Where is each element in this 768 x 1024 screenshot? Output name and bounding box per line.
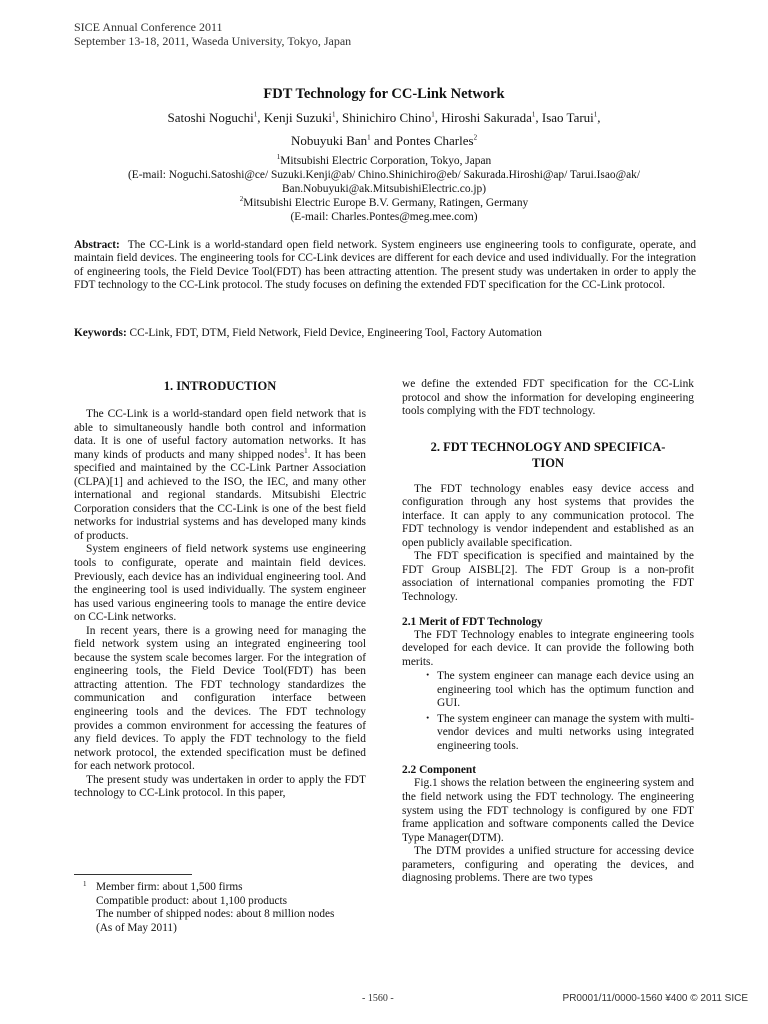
page-number: - 1560 - xyxy=(362,993,394,1004)
paper-title: FDT Technology for CC-Link Network xyxy=(263,86,505,102)
paragraph: The present study was undertaken in order to apply the FDT technology to CC-Link protocol. In this paper, xyxy=(74,773,366,800)
author-sep: , xyxy=(257,110,264,125)
paragraph-text: . It has been specified and maintained by the CC-Link Partner Association (CLPA)[1] and achieved to the ISO, the IEC, and many other international and regional standards. Mitsubishi Electric Corporation considers that the CC-Link is one of the best field networks for industrial systems and has developed many kinds of products. xyxy=(74,448,366,542)
author-sep: and xyxy=(370,133,396,148)
author-line-2 xyxy=(60,129,708,152)
paragraph-continued: we define the extended FDT specification for the CC-Link protocol and show the information for developing engineering tools complying with the FDT technology. xyxy=(402,378,694,418)
author-name: Nobuyuki Ban xyxy=(290,133,368,148)
author-affil-sup: 1 xyxy=(531,110,536,119)
author-name: Isao Tarui xyxy=(541,110,594,125)
paragraph: System engineers of field network systems use engineering tools to configurate, operate and maintain field devices. Previously, each device has an individual engineering tool. And the engineering tool is used individually. The system engineer has used various engineering tools to manage the entire device on CC-Link networks. xyxy=(74,543,366,624)
affil-sup: 2 xyxy=(239,195,244,204)
author-affil-sup: 1 xyxy=(593,110,598,119)
affiliation-2 xyxy=(60,196,708,210)
paragraph: The FDT specification is specified and maintained by the FDT Group AISBL[2]. The FDT Group is a non-profit association of international companies promoting the FDT Technology. xyxy=(402,550,694,604)
author-name: Shinichiro Chino xyxy=(342,110,432,125)
heading-line: TION xyxy=(532,455,564,470)
footnote-line: (As of May 2011) xyxy=(96,921,177,934)
list-item xyxy=(402,670,694,711)
author-name: Satoshi Noguchi xyxy=(167,110,254,125)
subsection-heading-merit: 2.1 Merit of FDT Technology xyxy=(402,615,543,628)
author-sep: , xyxy=(597,110,601,125)
footnote-marker: 1 xyxy=(83,880,87,888)
affiliation-1-email-cont: Ban.Nobuyuki@ak.MitsubishiElectric.co.jp) xyxy=(281,183,487,195)
author-name: Kenji Suzuki xyxy=(263,110,333,125)
section-heading-fdt xyxy=(402,439,694,471)
author-sep: , xyxy=(535,110,542,125)
merit-list xyxy=(402,670,694,753)
bullet-icon: ・ xyxy=(422,712,434,725)
paragraph: The FDT Technology enables to integrate engineering tools developed for each device. It can provide the following both merits. xyxy=(402,628,694,668)
conference-header xyxy=(74,20,351,48)
left-column xyxy=(74,378,366,801)
affiliation-text: Mitsubishi Electric Corporation, Tokyo, Japan xyxy=(280,155,492,167)
list-item xyxy=(402,713,694,754)
affiliation-1 xyxy=(60,154,708,168)
abstract-label: Abstract: xyxy=(74,239,120,251)
author-sep: , xyxy=(335,110,343,125)
paragraph: Fig.1 shows the relation between the engineering system and the field network using the FDT technology. The engineering system using the FDT technology is configured by one FDT frame application and software components called the Device Type Manager(DTM). xyxy=(402,777,694,844)
abstract xyxy=(74,239,696,293)
footnote-line: Member firm: about 1,500 firms xyxy=(96,881,243,893)
footnote-line: The number of shipped nodes: about 8 million nodes xyxy=(96,908,335,921)
subsection-heading-component: 2.2 Component xyxy=(402,764,477,777)
list-item-text: The system engineer can manage each device using an engineering tool which has the optimum function and GUI. xyxy=(437,670,694,710)
section-heading-introduction: 1. INTRODUCTION xyxy=(163,379,277,393)
heading-line: 2. FDT TECHNOLOGY AND SPECIFICA- xyxy=(430,439,666,454)
affiliation-text: Mitsubishi Electric Europe B.V. Germany, Ratingen, Germany xyxy=(243,197,529,209)
author-affil-sup: 2 xyxy=(473,133,478,142)
paragraph: The FDT technology enables easy device access and configuration through any host systems that provides the interface. It can apply to any communication protocol. The FDT technology is vendor independent and established as an open publicly available specification. xyxy=(402,482,694,549)
abstract-text: The CC-Link is a world-standard open field network. System engineers use engineering tools to configurate, operate, and maintain field devices. The engineering tools for CC-Link devices are different for each device and used individually. For the integration of engineering tools, the Field Device Tool(FDT) has been attracting attention. The present study was undertaken in order to apply the FDT technology to the CC-Link protocol. The study focuses on defining the extended FDT specification for the CC-Link protocol. xyxy=(74,239,696,292)
author-line-1 xyxy=(60,106,708,129)
affiliation-2-email: (E-mail: Charles.Pontes@meg.mee.com) xyxy=(290,211,478,223)
conference-name: SICE Annual Conference 2011 xyxy=(74,20,223,34)
publication-code: PR0001/11/0000-1560 ¥400 © 2011 SICE xyxy=(562,993,748,1004)
paragraph: In recent years, there is a growing need for managing the field network system using an integrated engineering tool because the system scale becomes larger. For the integration of engineering tools, the Field Device Tool(FDT) has been attracting attention. The FDT technology standardizes the communication and configuration interface between engineering tools and the devices. The FDT technology provides a common environment for accessing the features of any field devices. To apply the FDT technology to the field network protocol, the extended specification must be defined for each network protocol. xyxy=(74,624,366,773)
conference-dates: September 13-18, 2011, Waseda University, Tokyo, Japan xyxy=(74,34,352,48)
affiliation-1-email: (E-mail: Noguchi.Satoshi@ce/ Suzuki.Kenji@ab/ Chino.Shinichiro@eb/ Sakurada.Hiroshi@ap/ Tarui.Isao@ak/ xyxy=(127,169,641,181)
list-item-text: The system engineer can manage the system with multi-vendor devices and multi networks using integrated engineering tools. xyxy=(437,712,694,752)
author-affil-sup: 1 xyxy=(367,133,371,142)
footnote xyxy=(83,880,378,935)
author-sep: , xyxy=(434,110,442,125)
author-affil-sup: 1 xyxy=(332,110,336,119)
author-list xyxy=(60,106,708,152)
right-column xyxy=(402,378,694,886)
paragraph-text: The CC-Link is a world-standard open field network that is able to simultaneously handle both control and information data. It is one of useful factory automation networks. It has many kinds of products and many shipped nodes xyxy=(74,408,366,461)
footnote-ref: 1 xyxy=(304,446,308,455)
affil-sup: 1 xyxy=(276,153,281,162)
author-name: Hiroshi Sakurada xyxy=(441,110,532,125)
keywords-label: Keywords: xyxy=(74,327,127,339)
author-affil-sup: 1 xyxy=(431,110,435,119)
footnote-line: Compatible product: about 1,100 products xyxy=(96,894,288,907)
footnote-divider xyxy=(74,874,192,875)
paragraph: The DTM provides a unified structure for accessing device parameters, configuring and operating the devices, and diagnosing problems. There are two types xyxy=(402,845,694,885)
keywords-text: CC-Link, FDT, DTM, Field Network, Field Device, Engineering Tool, Factory Automation xyxy=(129,327,542,339)
paragraph xyxy=(74,408,366,543)
bullet-icon: ・ xyxy=(422,670,434,683)
keywords xyxy=(74,326,696,340)
affiliations xyxy=(60,154,708,224)
author-name: Pontes Charles xyxy=(395,133,474,148)
author-affil-sup: 1 xyxy=(253,110,258,119)
